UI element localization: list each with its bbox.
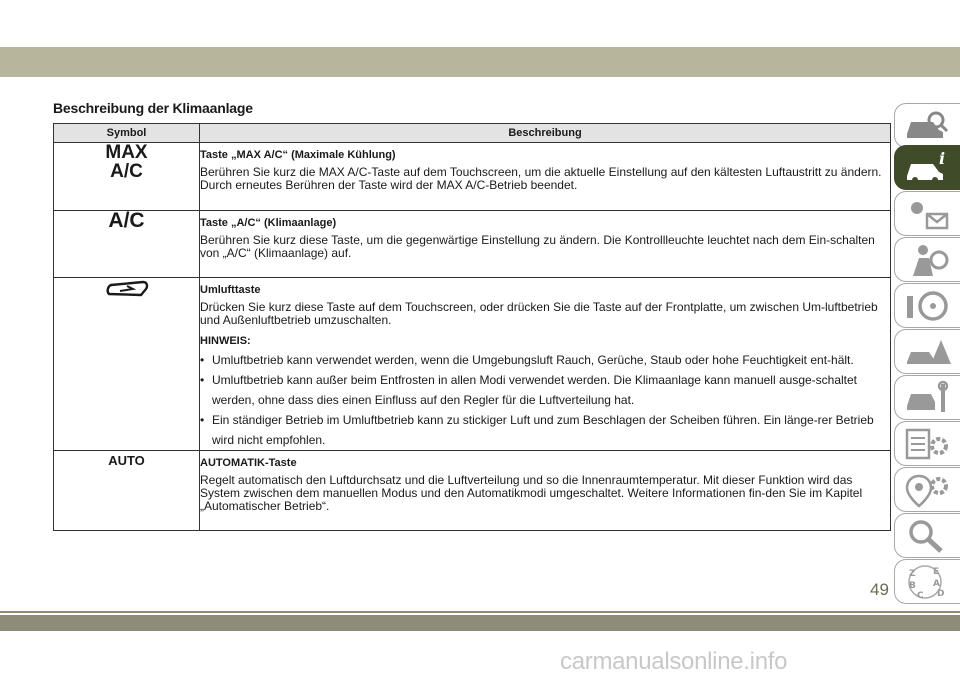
max-ac-symbol-line-1: MAX bbox=[105, 142, 148, 163]
entry-text: Berühren Sie kurz die MAX A/C-Taste auf dem Touchscreen, um die aktuelle Einstellung auf den kältesten Luftaustritt zu ändern. Durch erneutes Berühren der Taste wird der MAX A/C-Betrieb beendet. bbox=[200, 165, 882, 192]
svg-text:D: D bbox=[937, 589, 945, 599]
description-column-header: Beschreibung bbox=[200, 124, 891, 143]
description-cell bbox=[200, 143, 891, 211]
svg-text:A: A bbox=[933, 579, 940, 589]
svg-text:E: E bbox=[933, 567, 940, 577]
table-header-row bbox=[54, 124, 891, 143]
tab-specifications[interactable] bbox=[894, 421, 960, 466]
entry-title: AUTOMATIK-Taste bbox=[200, 457, 297, 469]
climate-control-table bbox=[53, 123, 891, 531]
entry-title: Umlufttaste bbox=[200, 284, 261, 296]
footer-band bbox=[0, 615, 960, 631]
tab-car-info[interactable] bbox=[894, 145, 960, 190]
tab-search[interactable] bbox=[894, 513, 960, 558]
symbol-cell bbox=[54, 451, 200, 531]
entry-title: Taste „A/C“ (Klimaanlage) bbox=[200, 217, 337, 229]
footer-line bbox=[0, 611, 960, 613]
symbol-cell bbox=[54, 143, 200, 211]
airbag-safety-icon bbox=[903, 242, 951, 278]
magnifier-index-icon bbox=[903, 518, 951, 554]
svg-text:C: C bbox=[917, 591, 924, 600]
multimedia-gear-icon bbox=[903, 472, 951, 508]
tab-car-search[interactable] bbox=[894, 103, 960, 148]
header-band bbox=[0, 47, 960, 77]
car-maintenance-icon bbox=[903, 380, 951, 416]
roadside-warning-icon bbox=[903, 334, 951, 370]
svg-text:i: i bbox=[939, 150, 946, 168]
symbol-column-header: Symbol bbox=[54, 124, 200, 143]
svg-text:Z: Z bbox=[909, 569, 916, 579]
list-item: • Ein ständiger Betrieb im Umluftbetrieb kann zu stickiger Luft und zum Beschlagen der Scheiben führen. Ein länge-rer Betrieb wird nicht empfohlen. bbox=[200, 410, 890, 450]
tab-safety[interactable] bbox=[894, 237, 960, 282]
note-heading: HINWEIS: bbox=[200, 335, 251, 347]
list-item: • Umluftbetrieb kann außer beim Entfrosten in allen Modi verwendet werden. Die Klimaanlage kann manuell ausge-schaltet werden, ohne dass dies einen Einfluss auf den Regler für die Luftverteilung hat. bbox=[200, 370, 890, 410]
warning-light-message-icon bbox=[903, 196, 951, 232]
section-title: Beschreibung der Klimaanlage bbox=[53, 100, 253, 116]
recirculation-icon bbox=[103, 278, 151, 300]
table-row bbox=[54, 143, 891, 211]
table-row bbox=[54, 278, 891, 451]
tab-multimedia[interactable] bbox=[894, 467, 960, 512]
alphabet-index-icon bbox=[903, 564, 951, 600]
entry-text: Regelt automatisch den Luftdurchsatz und die Luftverteilung und so die Innenraumtemperatur. Mit dieser Funktion wird das System zwischen dem manuellen Modus und den Automatikmodi umgeschaltet. Weitere Informationen fin-den Sie im Kapitel „Automatischer Betrieb“. bbox=[200, 473, 863, 513]
page-number: 49 bbox=[870, 580, 889, 599]
car-info-icon bbox=[903, 150, 951, 186]
entry-text: Drücken Sie kurz diese Taste auf dem Touchscreen, oder drücken Sie die Taste auf der Frontplatte, um zwischen Um-luftbetrieb und Außenluftbetrieb umzuschalten. bbox=[200, 300, 878, 327]
entry-title: Taste „MAX A/C“ (Maximale Kühlung) bbox=[200, 149, 396, 161]
symbol-cell bbox=[54, 278, 200, 451]
note-list bbox=[200, 350, 890, 450]
svg-text:B: B bbox=[909, 581, 916, 591]
auto-symbol: AUTO bbox=[108, 453, 145, 468]
watermark: carmanualsonline.info bbox=[560, 648, 788, 675]
description-cell bbox=[200, 211, 891, 278]
tab-warning-lights[interactable] bbox=[894, 191, 960, 236]
symbol-cell bbox=[54, 211, 200, 278]
ac-symbol: A/C bbox=[108, 209, 145, 232]
specifications-gear-icon bbox=[903, 426, 951, 462]
tab-maintenance[interactable] bbox=[894, 375, 960, 420]
description-cell bbox=[200, 451, 891, 531]
tab-emergency[interactable] bbox=[894, 329, 960, 374]
entry-text: Berühren Sie kurz diese Taste, um die gegenwärtige Einstellung zu ändern. Die Kontrollleuchte leuchtet nach dem Ein-schalten von „A/C“ (Klimaanlage) auf. bbox=[200, 233, 875, 260]
steering-wheel-icon bbox=[903, 288, 951, 324]
list-item: • Umluftbetrieb kann verwendet werden, wenn die Umgebungsluft Rauch, Gerüche, Staub oder hohe Feuchtigkeit ent-hält. bbox=[200, 350, 890, 370]
table-row bbox=[54, 211, 891, 278]
car-search-icon bbox=[903, 108, 951, 144]
tab-driving[interactable] bbox=[894, 283, 960, 328]
tab-index[interactable] bbox=[894, 559, 960, 604]
max-ac-symbol-line-2: A/C bbox=[110, 161, 143, 182]
table-row bbox=[54, 451, 891, 531]
description-cell bbox=[200, 278, 891, 451]
